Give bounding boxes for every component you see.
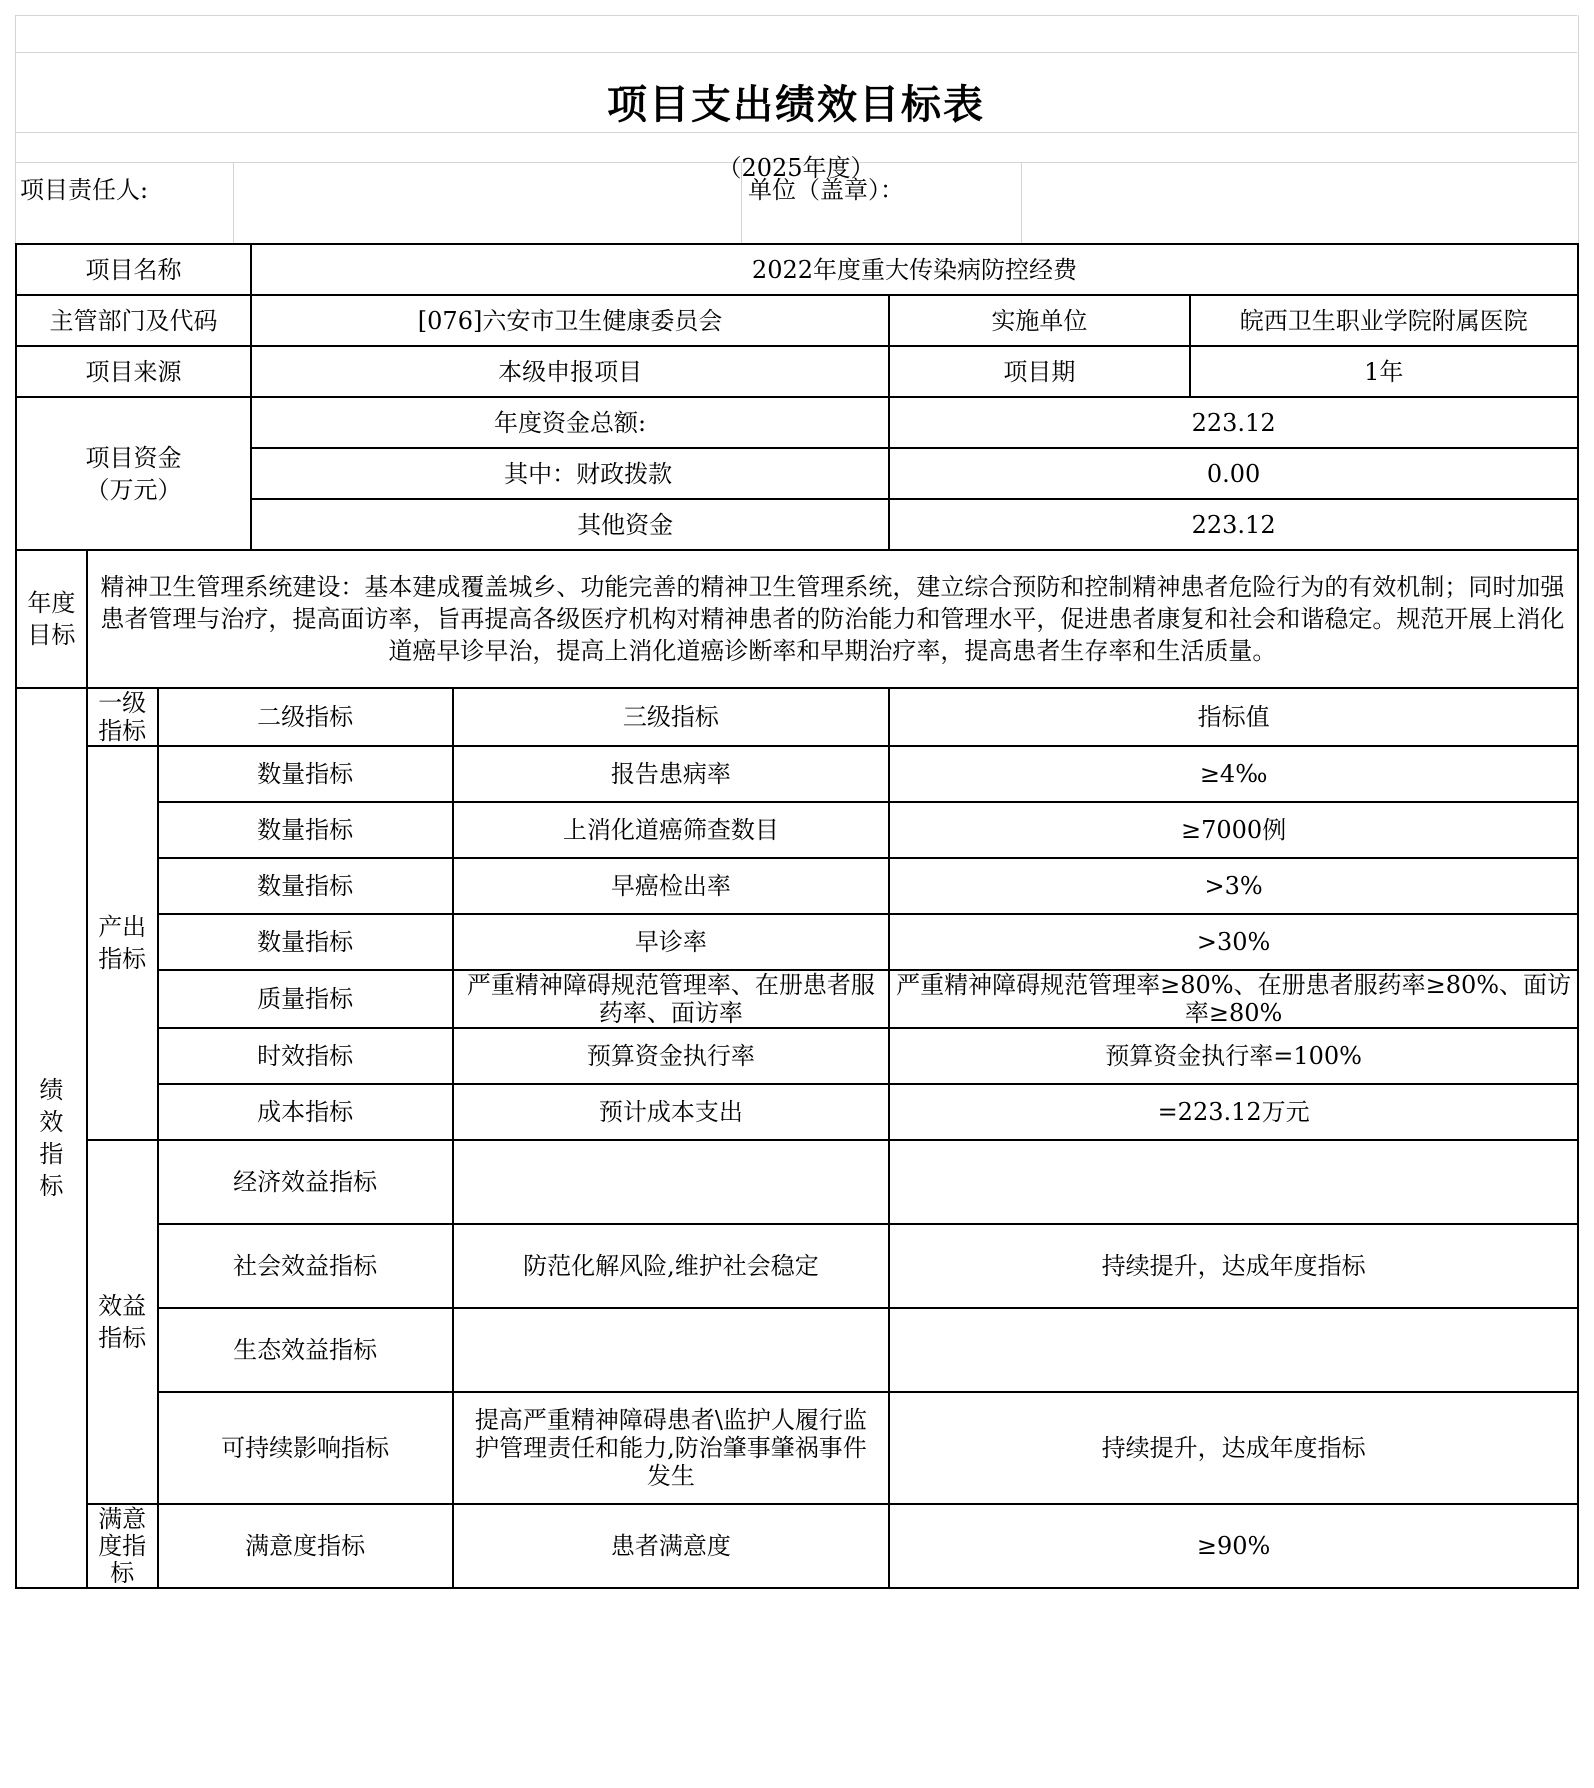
- level3-cell: [453, 1140, 890, 1224]
- department-label: 主管部门及代码: [16, 295, 251, 346]
- level2-cell: 满意度指标: [158, 1504, 453, 1588]
- fund-other-row: [16, 499, 1578, 550]
- fiscal-allocation-value: 0.00: [889, 448, 1578, 499]
- project-name-row: [16, 244, 1578, 295]
- satisfaction-label-line: 度指: [98, 1531, 147, 1560]
- indicator-row: [16, 1224, 1578, 1308]
- section-label-char: 标: [39, 1172, 64, 1200]
- indicator-row: [16, 970, 1578, 1028]
- project-period-label: 项目期: [889, 346, 1189, 397]
- level2-header: 二级指标: [158, 688, 453, 746]
- indicator-value-header: 指标值: [889, 688, 1578, 746]
- indicator-row: [16, 746, 1578, 802]
- level3-cell: 预算资金执行率: [453, 1028, 890, 1084]
- indicator-row: [16, 1392, 1578, 1504]
- project-name-value: 2022年度重大传染病防控经费: [251, 244, 1578, 295]
- indicator-row: [16, 858, 1578, 914]
- indicator-value-cell: [889, 1308, 1578, 1392]
- department-value: [076]六安市卫生健康委员会: [251, 295, 889, 346]
- annual-goal-row: [16, 550, 1578, 688]
- benefit-indicator-label-line: 指标: [98, 1324, 147, 1352]
- indicator-row: [16, 1028, 1578, 1084]
- annual-goal-label-line: 目标: [27, 621, 76, 649]
- level3-cell: 上消化道癌筛查数目: [453, 802, 890, 858]
- level2-cell: 时效指标: [158, 1028, 453, 1084]
- benefit-indicator-label: [87, 1140, 158, 1504]
- annual-goal-label-line: 年度: [27, 589, 76, 617]
- satisfaction-label-line: 满意: [98, 1504, 147, 1533]
- benefit-indicator-label-line: 效益: [98, 1292, 147, 1320]
- annual-fund-total-value: 223.12: [889, 397, 1578, 448]
- section-label-char: 指: [39, 1140, 64, 1168]
- level3-cell: 报告患病率: [453, 746, 890, 802]
- indicator-header-row: [16, 688, 1578, 746]
- indicator-value-cell: 预算资金执行率=100%: [889, 1028, 1578, 1084]
- level2-cell: 数量指标: [158, 802, 453, 858]
- other-fund-label: 其他资金: [251, 499, 889, 550]
- annual-goal-text: 精神卫生管理系统建设：基本建成覆盖城乡、功能完善的精神卫生管理系统，建立综合预防和控制精神患者危险行为的有效机制；同时加强患者管理与治疗，提高面访率，旨再提高各级医疗机构对精神患者的防治能力和管理水平，促进患者康复和社会和谐稳定。规范开展上消化道癌早诊早治，提高上消化道癌诊断率和早期治疗率，提高患者生存率和生活质量。: [87, 550, 1578, 688]
- indicator-value-cell: ≥90%: [889, 1504, 1578, 1588]
- section-label-char: 绩: [39, 1076, 64, 1104]
- responsible-person-label: 项目责任人:: [20, 176, 149, 204]
- indicator-row: [16, 1504, 1578, 1588]
- implementing-unit-label: 实施单位: [889, 295, 1189, 346]
- output-indicator-label-line: 产出: [98, 913, 147, 941]
- level3-header: 三级指标: [453, 688, 890, 746]
- level3-cell: 早诊率: [453, 914, 890, 970]
- project-fund-unit-line: （万元）: [85, 475, 182, 504]
- annual-goal-label: [16, 550, 87, 688]
- indicator-value-cell: >30%: [889, 914, 1578, 970]
- indicator-row: [16, 802, 1578, 858]
- output-indicator-label-line: 指标: [98, 945, 147, 973]
- implementing-unit-value: 皖西卫生职业学院附属医院: [1190, 295, 1578, 346]
- other-fund-value: 223.12: [889, 499, 1578, 550]
- fiscal-year-label: （2025年度）: [717, 154, 875, 182]
- indicator-row: [16, 1084, 1578, 1140]
- level3-cell: 预计成本支出: [453, 1084, 890, 1140]
- performance-target-table: [15, 243, 1579, 1589]
- indicator-row: [16, 1140, 1578, 1224]
- level1-header: [87, 688, 158, 746]
- level2-cell: 质量指标: [158, 970, 453, 1028]
- grid-line: [15, 15, 1577, 16]
- unit-stamp-label: 单位（盖章）：: [748, 176, 904, 204]
- project-period-value: 1年: [1190, 346, 1578, 397]
- project-name-label: 项目名称: [16, 244, 251, 295]
- indicator-value-cell: 持续提升，达成年度指标: [889, 1392, 1578, 1504]
- indicator-value-cell: >3%: [889, 858, 1578, 914]
- page-title: 项目支出绩效目标表: [607, 81, 985, 128]
- fiscal-allocation-label: 其中：财政拨款: [251, 448, 889, 499]
- section-label-char: 效: [39, 1108, 64, 1136]
- level3-cell: 严重精神障碍规范管理率、在册患者服药率、面访率: [453, 970, 890, 1028]
- grid-line: [15, 52, 1577, 53]
- project-source-value: 本级申报项目: [251, 346, 889, 397]
- performance-indicator-section-label: [16, 688, 87, 1588]
- indicator-value-cell: [889, 1140, 1578, 1224]
- level3-cell: 患者满意度: [453, 1504, 890, 1588]
- indicator-row: [16, 1308, 1578, 1392]
- level3-cell: 早癌检出率: [453, 858, 890, 914]
- level2-cell: 可持续影响指标: [158, 1392, 453, 1504]
- fund-fiscal-row: [16, 448, 1578, 499]
- level1-header-line: 一级: [98, 689, 147, 717]
- department-row: [16, 295, 1578, 346]
- annual-fund-total-label: 年度资金总额:: [251, 397, 889, 448]
- level3-cell: [453, 1308, 890, 1392]
- project-fund-label-line: 项目资金: [85, 443, 182, 472]
- level2-cell: 生态效益指标: [158, 1308, 453, 1392]
- output-indicator-label: [87, 746, 158, 1140]
- level3-cell: 提高严重精神障碍患者\监护人履行监护管理责任和能力,防治肇事肇祸事件发生: [453, 1392, 890, 1504]
- indicator-row: [16, 914, 1578, 970]
- indicator-value-cell: =223.12万元: [889, 1084, 1578, 1140]
- level2-cell: 社会效益指标: [158, 1224, 453, 1308]
- satisfaction-indicator-label: [87, 1504, 158, 1588]
- level2-cell: 成本指标: [158, 1084, 453, 1140]
- indicator-value-cell: 严重精神障碍规范管理率≥80%、在册患者服药率≥80%、面访率≥80%: [889, 970, 1578, 1028]
- level2-cell: 经济效益指标: [158, 1140, 453, 1224]
- project-source-label: 项目来源: [16, 346, 251, 397]
- project-source-row: [16, 346, 1578, 397]
- project-fund-label: [16, 397, 251, 550]
- indicator-value-cell: 持续提升，达成年度指标: [889, 1224, 1578, 1308]
- level2-cell: 数量指标: [158, 914, 453, 970]
- indicator-value-cell: ≥7000例: [889, 802, 1578, 858]
- level2-cell: 数量指标: [158, 858, 453, 914]
- indicator-value-cell: ≥4‰: [889, 746, 1578, 802]
- level1-header-line: 指标: [98, 717, 147, 745]
- level3-cell: 防范化解风险,维护社会稳定: [453, 1224, 890, 1308]
- fund-total-row: [16, 397, 1578, 448]
- satisfaction-label-line: 标: [110, 1558, 135, 1587]
- level2-cell: 数量指标: [158, 746, 453, 802]
